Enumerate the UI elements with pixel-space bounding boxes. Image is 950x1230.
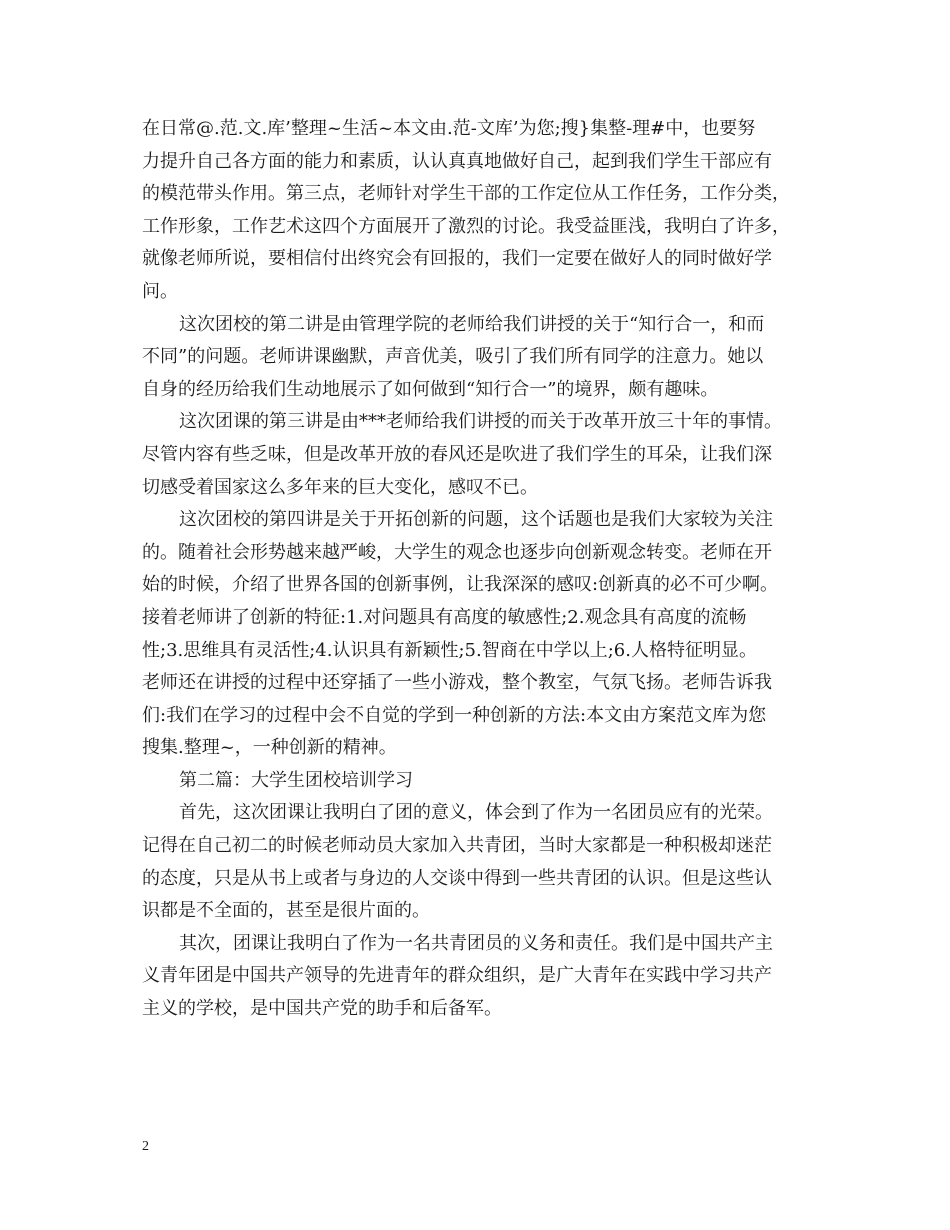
- text-line: 自身的经历给我们生动地展示了如何做到“知行合一”的境界，颇有趣味。: [142, 378, 719, 400]
- text-line: 在日常@.范.文.库’整理~生活~本文由.范-文库’为您;搜}集整-理#中，也要努: [142, 118, 756, 139]
- section-heading: 第二篇：大学生团校培训学习: [179, 769, 413, 791]
- text-line: 始的时候，介绍了世界各国的创新事例，让我深深的感叹:创新真的必不可少啊。: [142, 574, 779, 596]
- body-text: [142, 113, 826, 1026]
- text-line: 识都是不全面的，甚至是很片面的。: [142, 900, 430, 922]
- text-line: 义青年团是中国共产领导的先进青年的群众组织，是广大青年在实践中学习共产: [142, 965, 772, 987]
- text-line: 尽管内容有些乏味，但是改革开放的春风还是吹进了我们学生的耳朵，让我们深: [142, 443, 772, 465]
- page-number: 2: [142, 1139, 149, 1154]
- text-line: 不同”的问题。老师讲课幽默，声音优美，吸引了我们所有同学的注意力。她以: [142, 346, 764, 368]
- text-line: 的态度，只是从书上或者与身边的人交谈中得到一些共青团的认识。但是这些认: [142, 867, 772, 889]
- text-line: 力提升自己各方面的能力和素质，认认真真地做好自己，起到我们学生干部应有: [142, 150, 772, 172]
- text-line: 的模范带头作用。第三点，老师针对学生干部的工作定位从工作任务，工作分类，: [142, 183, 790, 205]
- text-line: 问。: [142, 280, 178, 302]
- text-line: 搜集.整理~，一种创新的精神。: [142, 737, 397, 759]
- paragraph-start-line: 这次团课的第三讲是由***老师给我们讲授的而关于改革开放三十年的事情。: [179, 411, 782, 433]
- text-line: 性;3.思维具有灵活性;4.认识具有新颖性;5.智商在中学以上;6.人格特征明显。: [142, 639, 757, 661]
- text-line: 们:我们在学习的过程中会不自觉的学到一种创新的方法:本文由方案范文库为您: [142, 704, 767, 726]
- text-line: 的。随着社会形势越来越严峻，大学生的观念也逐步向创新观念转变。老师在开: [142, 541, 772, 563]
- paragraph-start-line: 这次团校的第二讲是由管理学院的老师给我们讲授的关于“知行合一，和而: [179, 313, 765, 335]
- paragraph-start-line: 首先，这次团课让我明白了团的意义，体会到了作为一名团员应有的光荣。: [179, 802, 773, 824]
- text-line: 工作形象，工作艺术这四个方面展开了激烈的讨论。我受益匪浅，我明白了许多，: [142, 215, 790, 237]
- text-line: 切感受着国家这么多年来的巨大变化，感叹不已。: [142, 476, 538, 498]
- paragraph-start-line: 其次，团课让我明白了作为一名共青团员的义务和责任。我们是中国共产主: [179, 932, 773, 954]
- text-line: 主义的学校，是中国共产党的助手和后备军。: [142, 998, 502, 1020]
- text-line: 接着老师讲了创新的特征:1.对问题具有高度的敏感性;2.观念具有高度的流畅: [142, 606, 747, 628]
- text-line: 就像老师所说，要相信付出终究会有回报的，我们一定要在做好人的同时做好学: [142, 248, 772, 270]
- text-line: 老师还在讲授的过程中还穿插了一些小游戏，整个教室，气氛飞扬。老师告诉我: [142, 672, 772, 694]
- paragraph-start-line: 这次团校的第四讲是关于开拓创新的问题，这个话题也是我们大家较为关注: [179, 509, 773, 531]
- text-line: 记得在自己初二的时候老师动员大家加入共青团，当时大家都是一种积极却迷茫: [142, 835, 772, 857]
